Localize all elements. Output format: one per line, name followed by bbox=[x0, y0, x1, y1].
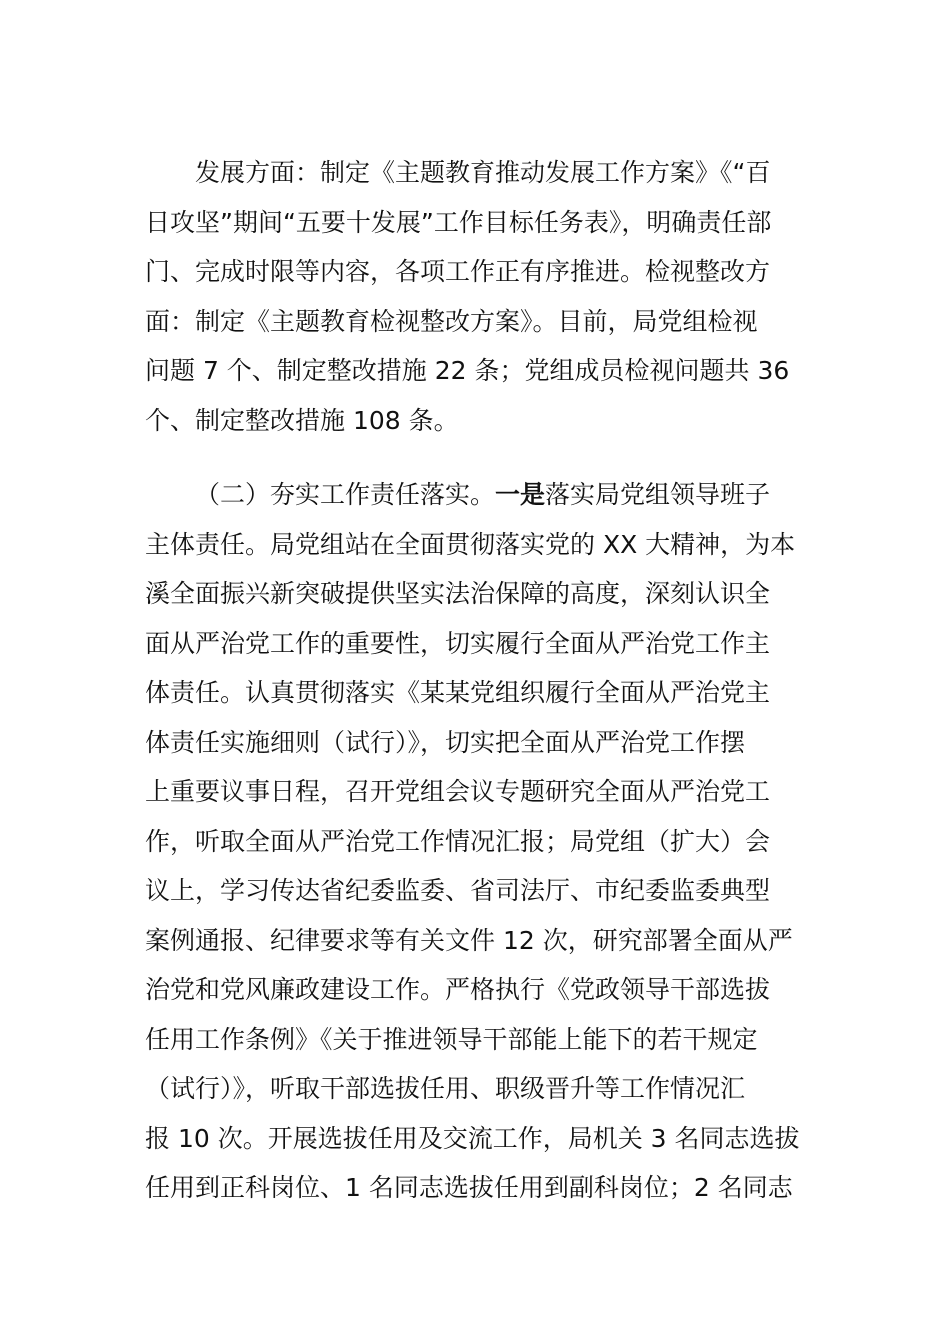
section-heading-line bbox=[145, 470, 810, 520]
paragraph-development-rectification bbox=[145, 148, 810, 445]
text-line: 体责任实施细则（试行）》，切实把全面从严治党工作摆 bbox=[145, 727, 746, 757]
text-line: 体责任。认真贯彻落实《某某党组织履行全面从严治党主 bbox=[145, 678, 771, 707]
heading-continuation: 落实局党组领导班子 bbox=[545, 480, 771, 509]
text-line: 治党和党风廉政建设工作。严格执行《党政领导干部选拔 bbox=[145, 975, 771, 1004]
text-line: 面：制定《主题教育检视整改方案》。目前，局党组检视 bbox=[145, 306, 758, 336]
text-line: 作，听取全面从严治党工作情况汇报；局党组（扩大）会 bbox=[145, 826, 771, 856]
text-line: 个、制定整改措施 108 条。 bbox=[145, 405, 459, 435]
text-line: 任用到正科岗位、1 名同志选拔任用到副科岗位；2 名同志 bbox=[145, 1173, 793, 1202]
text-line: 案例通报、纪律要求等有关文件 12 次，研究部署全面从严 bbox=[145, 925, 793, 955]
paragraph-responsibility bbox=[145, 470, 810, 1213]
text-line: 议上，学习传达省纪委监委、省司法厅、市纪委监委典型 bbox=[145, 876, 771, 905]
text-line: 面从严治党工作的重要性，切实履行全面从严治党工作主 bbox=[145, 628, 771, 658]
text-line: 报 10 次。开展选拔任用及交流工作，局机关 3 名同志选拔 bbox=[145, 1123, 800, 1153]
text-line: 门、完成时限等内容，各项工作正有序推进。检视整改方 bbox=[145, 257, 771, 286]
text-line: 问题 7 个、制定整改措施 22 条；党组成员检视问题共 36 bbox=[145, 356, 790, 385]
text-line: 溪全面振兴新突破提供坚实法治保障的高度，深刻认识全 bbox=[145, 579, 771, 608]
text-line: 日攻坚”期间“五要十发展”工作目标任务表》，明确责任部 bbox=[145, 207, 772, 237]
section-heading: （二）夯实工作责任落实。 bbox=[195, 480, 496, 509]
text-line: 发展方面：制定《主题教育推动发展工作方案》《“百 bbox=[195, 158, 771, 187]
text-line: 上重要议事日程，召开党组会议专题研究全面从严治党工 bbox=[145, 777, 771, 806]
bold-ordinal: 一是 bbox=[495, 480, 546, 509]
text-line: （试行）》，听取干部选拔任用、职级晋升等工作情况汇 bbox=[145, 1074, 746, 1103]
text-line: 主体责任。局党组站在全面贯彻落实党的 XX 大精神，为本 bbox=[145, 529, 796, 559]
text-line: 任用工作条例》《关于推进领导干部能上能下的若干规定 bbox=[145, 1024, 758, 1054]
